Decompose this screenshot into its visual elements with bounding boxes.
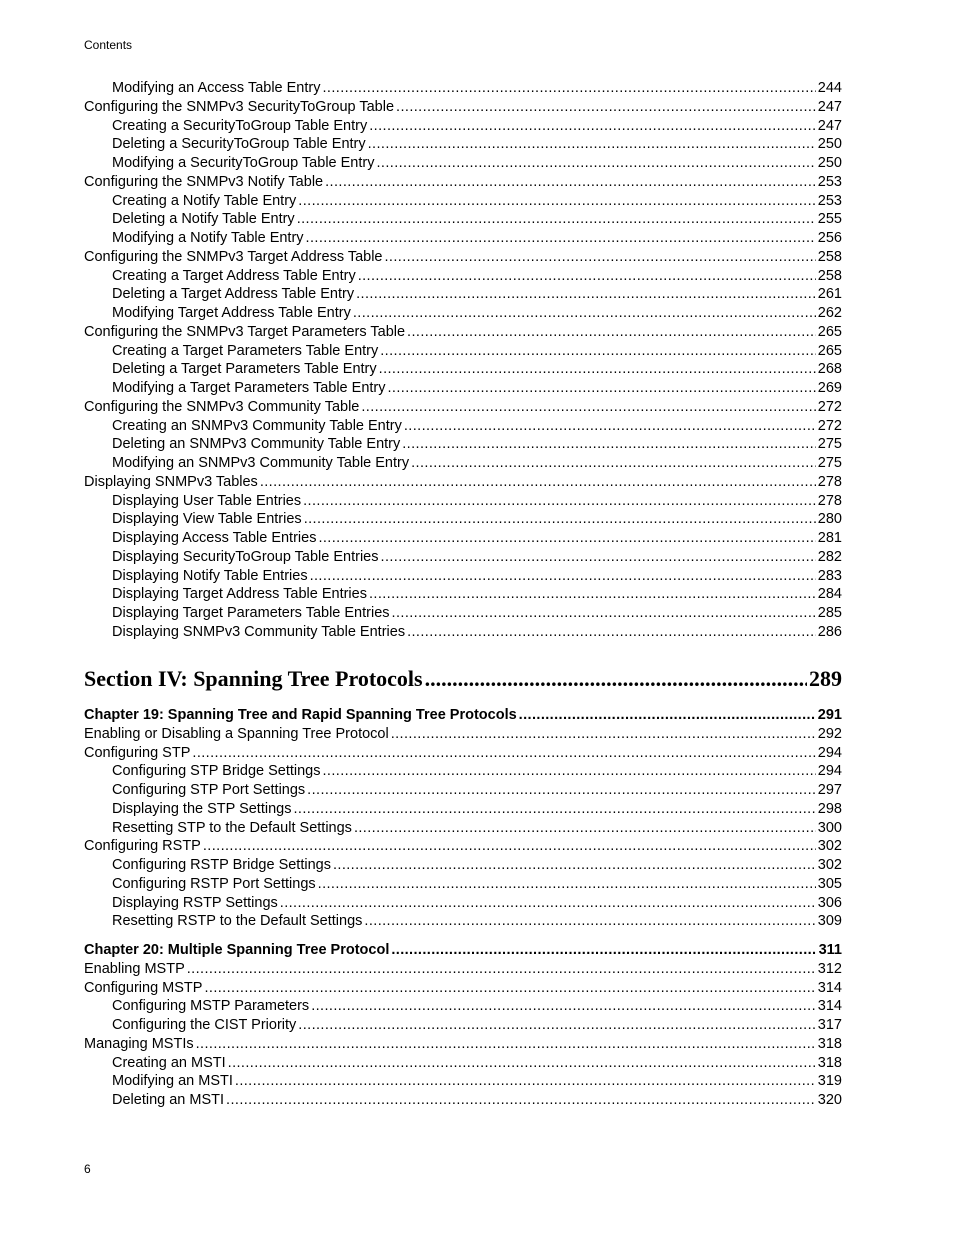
toc-entry-title: Displaying Notify Table Entries	[112, 567, 308, 584]
toc-entry-title: Creating an SNMPv3 Community Table Entry	[112, 417, 402, 434]
toc-entry[interactable]	[84, 800, 842, 819]
dot-leader	[228, 1054, 816, 1073]
toc-entry-title: Resetting STP to the Default Settings	[112, 819, 352, 836]
toc-entry[interactable]	[84, 510, 842, 529]
dot-leader	[325, 173, 816, 192]
toc-entry-title: Configuring STP	[84, 744, 191, 761]
toc-entry-page: 297	[817, 782, 842, 798]
toc-entry-page: 272	[817, 398, 842, 415]
toc-entry[interactable]	[84, 725, 842, 744]
toc-entry-title: Configuring RSTP Bridge Settings	[112, 857, 331, 873]
toc-entry-page: 280	[817, 511, 842, 528]
dot-leader	[411, 454, 816, 473]
toc-entry-page: 306	[817, 894, 842, 911]
toc-entry-page: 253	[817, 192, 842, 209]
toc-entry-title: Chapter 20: Multiple Spanning Tree Protocol	[84, 942, 390, 958]
toc-entry[interactable]	[84, 79, 842, 98]
toc-entry-title: Modifying a SecurityToGroup Table Entry	[112, 155, 375, 171]
dot-leader	[404, 417, 816, 436]
dot-leader	[407, 623, 816, 642]
toc-entry-title: Displaying SNMPv3 Tables	[84, 473, 258, 490]
dot-leader	[187, 960, 816, 979]
dot-leader	[519, 706, 816, 725]
toc-entry-page: 319	[817, 1073, 842, 1090]
dot-leader	[310, 567, 816, 586]
dot-leader	[297, 210, 816, 229]
toc-entry-title: Creating a SecurityToGroup Table Entry	[112, 117, 368, 134]
toc-chapter-entry[interactable]	[84, 941, 842, 960]
toc-entry-title: Displaying Access Table Entries	[112, 530, 317, 546]
toc-entry-page: 281	[817, 530, 842, 546]
toc-entry-page: 294	[817, 763, 842, 780]
toc-entry[interactable]	[84, 267, 842, 286]
toc-entry-title: Modifying a Target Parameters Table Entry	[112, 380, 386, 396]
toc-entry[interactable]	[84, 454, 842, 473]
toc-entry-page: 305	[817, 875, 842, 892]
toc-entry-title: Configuring the SNMPv3 Target Parameters Table	[84, 323, 406, 340]
dot-leader	[280, 894, 816, 913]
toc-entry[interactable]	[84, 379, 842, 398]
toc-entry-title: Configuring the SNMPv3 Community Table	[84, 398, 360, 415]
toc-entry[interactable]	[84, 856, 842, 875]
toc-entry[interactable]	[84, 154, 842, 173]
toc-entry[interactable]	[84, 135, 842, 154]
toc-entry-title: Configuring the SNMPv3 Notify Table	[84, 173, 324, 190]
toc-entry-page: 278	[817, 473, 842, 490]
toc-entry-title: Modifying a Notify Table Entry	[112, 230, 304, 246]
section-page: 289	[809, 666, 842, 691]
dot-leader	[369, 117, 816, 136]
toc-entry-page: 255	[817, 211, 842, 228]
toc-entry-page: 244	[817, 80, 842, 96]
dot-leader	[368, 135, 816, 154]
toc-entry-page: 320	[817, 1092, 842, 1108]
toc-entry[interactable]	[84, 781, 842, 800]
toc-entry[interactable]	[84, 1016, 842, 1035]
dot-leader	[396, 98, 816, 117]
toc-entry-page: 272	[817, 417, 842, 434]
section-heading[interactable]	[84, 666, 842, 692]
dot-leader	[380, 342, 816, 361]
toc-entry-title: Deleting a Target Parameters Table Entry	[112, 361, 377, 378]
dot-leader	[203, 837, 816, 856]
dot-leader	[306, 229, 816, 248]
toc-entry-page: 283	[817, 567, 842, 584]
dot-leader	[260, 473, 816, 492]
toc-entry[interactable]	[84, 567, 842, 586]
dot-leader	[379, 360, 816, 379]
toc-entry-page: 265	[817, 342, 842, 359]
toc-chapter-entry[interactable]	[84, 706, 842, 725]
dot-leader	[392, 604, 816, 623]
toc-entry-title: Displaying RSTP Settings	[112, 894, 278, 911]
dot-leader	[226, 1091, 816, 1110]
dot-leader	[381, 548, 816, 567]
dot-leader	[356, 285, 816, 304]
toc-entry[interactable]	[84, 997, 842, 1016]
toc-entry[interactable]	[84, 1054, 842, 1073]
section-title: Section IV: Spanning Tree Protocols	[84, 666, 423, 691]
toc-entry-title: Resetting RSTP to the Default Settings	[112, 913, 363, 930]
toc-entry[interactable]	[84, 762, 842, 781]
dot-leader	[425, 666, 807, 692]
toc-entry[interactable]	[84, 819, 842, 838]
dot-leader	[298, 192, 816, 211]
dot-leader	[293, 800, 815, 819]
toc-entry[interactable]	[84, 744, 842, 763]
toc-entry-page: 278	[817, 492, 842, 509]
toc-entry[interactable]	[84, 210, 842, 229]
toc-entry-title: Displaying User Table Entries	[112, 492, 302, 509]
toc-entry-page: 318	[817, 1054, 842, 1071]
running-header: Contents	[84, 38, 133, 52]
toc-entry[interactable]	[84, 323, 842, 342]
toc-entry[interactable]	[84, 979, 842, 998]
toc-entry-page: 247	[817, 117, 842, 134]
dot-leader	[318, 529, 815, 548]
toc-entry-page: 291	[817, 707, 842, 723]
toc-entry-page: 258	[817, 248, 842, 265]
toc-entry-page: 302	[817, 857, 842, 873]
dot-leader	[235, 1072, 816, 1091]
toc-entry-title: Configuring MSTP	[84, 979, 203, 996]
toc-entry-title: Deleting a Target Address Table Entry	[112, 286, 355, 303]
toc-entry-title: Modifying an Access Table Entry	[112, 80, 321, 96]
dot-leader	[391, 725, 816, 744]
toc-entry[interactable]	[84, 117, 842, 136]
toc-entry-page: 265	[817, 323, 842, 340]
toc-entry[interactable]	[84, 1091, 842, 1110]
toc-entry-page: 253	[817, 173, 842, 190]
toc-entry-title: Displaying Target Parameters Table Entries	[112, 605, 390, 621]
toc-entry-page: 258	[817, 267, 842, 284]
toc-entry-page: 262	[817, 305, 842, 321]
toc-entry-page: 275	[817, 455, 842, 471]
dot-leader	[204, 979, 815, 998]
toc-entry[interactable]	[84, 529, 842, 548]
toc-block-chapter-19	[84, 706, 842, 931]
toc-entry-page: 261	[817, 286, 842, 303]
toc-entry[interactable]	[84, 398, 842, 417]
toc-block-chapter-20	[84, 941, 842, 1110]
dot-leader	[364, 912, 815, 931]
toc-entry-page: 256	[817, 230, 842, 246]
toc-entry-title: Displaying View Table Entries	[112, 511, 302, 528]
dot-leader	[353, 304, 816, 323]
toc-entry-page: 298	[817, 800, 842, 817]
toc-entry[interactable]	[84, 623, 842, 642]
toc-entry[interactable]	[84, 248, 842, 267]
toc-entry-title: Creating a Target Parameters Table Entry	[112, 342, 379, 359]
toc-entry-title: Managing MSTIs	[84, 1035, 194, 1052]
toc-entry-title: Creating a Notify Table Entry	[112, 192, 297, 209]
dot-leader	[196, 1035, 816, 1054]
dot-leader	[361, 398, 815, 417]
toc-entry-page: 294	[817, 744, 842, 761]
toc-entry-page: 309	[817, 913, 842, 930]
toc-entry[interactable]	[84, 837, 842, 856]
toc-entry-page: 312	[817, 960, 842, 977]
toc-entry-page: 282	[817, 548, 842, 565]
toc-entry-title: Creating an MSTI	[112, 1054, 226, 1071]
dot-leader	[376, 154, 815, 173]
dot-leader	[388, 379, 816, 398]
toc-entry[interactable]	[84, 912, 842, 931]
toc-entry-page: 317	[817, 1017, 842, 1033]
dot-leader	[307, 781, 816, 800]
toc-entry-title: Enabling MSTP	[84, 960, 185, 977]
dot-leader	[192, 744, 815, 763]
toc-entry[interactable]	[84, 435, 842, 454]
toc-entry-title: Deleting a Notify Table Entry	[112, 211, 295, 228]
toc-entry-page: 250	[817, 155, 842, 171]
toc-entry[interactable]	[84, 604, 842, 623]
page-number: 6	[84, 1162, 91, 1176]
toc-entry-title: Configuring STP Port Settings	[112, 782, 306, 798]
toc-entry-title: Displaying SNMPv3 Community Table Entries	[112, 623, 406, 640]
toc-entry-title: Configuring RSTP Port Settings	[112, 875, 316, 892]
toc-block-snmpv3	[84, 79, 842, 642]
toc-entry-title: Modifying Target Address Table Entry	[112, 305, 351, 321]
toc-entry-page: 269	[817, 380, 842, 396]
toc-entry-title: Deleting an MSTI	[112, 1092, 225, 1108]
toc-entry-page: 302	[817, 838, 842, 855]
toc-entry-title: Configuring the SNMPv3 Target Address Table	[84, 248, 383, 265]
toc-entry[interactable]	[84, 875, 842, 894]
dot-leader	[311, 997, 816, 1016]
dot-leader	[322, 79, 815, 98]
toc-entry-title: Configuring MSTP Parameters	[112, 998, 310, 1015]
toc-entry[interactable]	[84, 417, 842, 436]
toc-entry[interactable]	[84, 98, 842, 117]
toc-entry[interactable]	[84, 548, 842, 567]
toc-entry-title: Chapter 19: Spanning Tree and Rapid Spanning Tree Protocols	[84, 707, 517, 723]
toc-entry-title: Modifying an SNMPv3 Community Table Entry	[112, 455, 410, 471]
toc-entry[interactable]	[84, 960, 842, 979]
toc-entry-title: Modifying an MSTI	[112, 1073, 233, 1090]
toc-entry-title: Displaying SecurityToGroup Table Entries	[112, 548, 379, 565]
toc-entry[interactable]	[84, 894, 842, 913]
toc-entry[interactable]	[84, 342, 842, 361]
dot-leader	[369, 585, 816, 604]
toc-entry-page: 314	[817, 979, 842, 996]
dot-leader	[354, 819, 816, 838]
dot-leader	[385, 248, 816, 267]
toc-entry-page: 300	[817, 819, 842, 836]
toc-entry-page: 275	[817, 436, 842, 453]
toc-entry[interactable]	[84, 492, 842, 511]
dot-leader	[303, 492, 816, 511]
toc-entry-title: Displaying the STP Settings	[112, 800, 292, 817]
toc-entry-page: 292	[817, 725, 842, 742]
dot-leader	[333, 856, 816, 875]
toc-entry-title: Configuring RSTP	[84, 838, 201, 855]
toc-entry[interactable]	[84, 1072, 842, 1091]
toc-entry-title: Deleting an SNMPv3 Community Table Entry	[112, 436, 401, 453]
toc-entry-page: 311	[818, 942, 842, 958]
toc-entry[interactable]	[84, 585, 842, 604]
toc-entry-title: Displaying Target Address Table Entries	[112, 586, 367, 603]
toc-entry[interactable]	[84, 229, 842, 248]
toc-entry-page: 318	[817, 1035, 842, 1052]
toc-entry-page: 250	[817, 136, 842, 153]
toc-entry[interactable]	[84, 192, 842, 211]
toc-entry-title: Creating a Target Address Table Entry	[112, 267, 356, 284]
toc-entry-title: Configuring the CIST Priority	[112, 1017, 297, 1033]
dot-leader	[391, 941, 816, 960]
toc-entry-title: Configuring STP Bridge Settings	[112, 763, 321, 780]
toc-entry-page: 268	[817, 361, 842, 378]
toc-entry[interactable]	[84, 285, 842, 304]
toc-entry-title: Deleting a SecurityToGroup Table Entry	[112, 136, 366, 153]
toc-entry-page: 285	[817, 605, 842, 621]
toc-entry-page: 284	[817, 586, 842, 603]
toc-entry-page: 247	[817, 98, 842, 115]
toc-entry-page: 286	[817, 623, 842, 640]
toc-entry-page: 314	[817, 998, 842, 1015]
dot-leader	[358, 267, 816, 286]
toc-entry[interactable]	[84, 360, 842, 379]
toc-entry[interactable]	[84, 304, 842, 323]
toc-entry-title: Enabling or Disabling a Spanning Tree Protocol	[84, 725, 389, 742]
dot-leader	[298, 1016, 816, 1035]
toc-entry[interactable]	[84, 473, 842, 492]
dot-leader	[402, 435, 816, 454]
toc-entry-title: Configuring the SNMPv3 SecurityToGroup Table	[84, 98, 395, 115]
dot-leader	[323, 762, 816, 781]
toc-entry[interactable]	[84, 173, 842, 192]
dot-leader	[407, 323, 816, 342]
toc-entry[interactable]	[84, 1035, 842, 1054]
dot-leader	[318, 875, 816, 894]
dot-leader	[304, 510, 816, 529]
